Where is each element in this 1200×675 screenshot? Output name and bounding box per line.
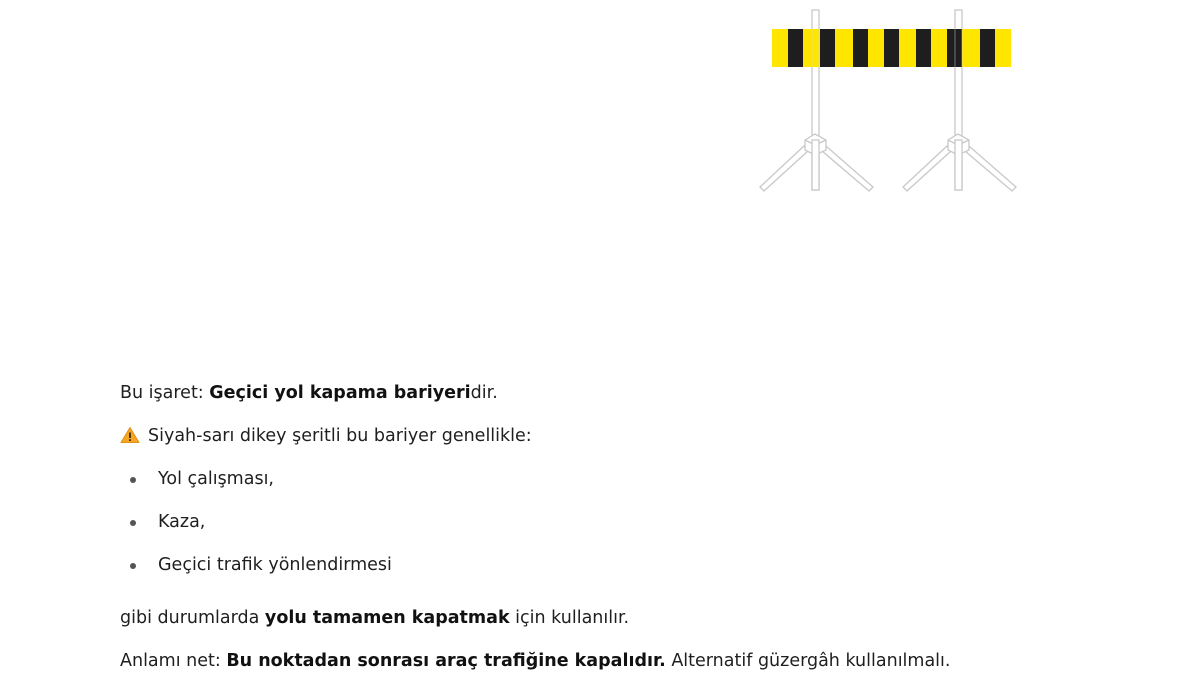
sign-name: Geçici yol kapama bariyeri [209,383,471,403]
line3-suffix: için kullanılır. [509,608,630,628]
list-item-text: Yol çalışması, [158,469,274,489]
road-barrier-illustration [740,0,1040,200]
line1-suffix: dir. [470,383,498,403]
bullet-icon [130,563,136,569]
bullet-icon [130,520,136,526]
usage-purpose-line [120,605,629,631]
line4-prefix: Anlamı net: [120,651,227,671]
line1-prefix: Bu işaret: [120,383,210,403]
line4-suffix: Alternatif güzergâh kullanılmalı. [665,651,951,671]
bullet-icon [130,477,136,483]
usage-intro-text: Siyah-sarı dikey şeritli bu bariyer genellikle: [148,426,532,446]
list-item-text: Geçici trafik yönlendirmesi [158,555,392,575]
purpose-emphasis: yolu tamamen kapatmak [264,608,510,628]
meaning-line [120,648,950,674]
sign-identification-line [120,380,498,406]
meaning-emphasis: Bu noktadan sonrası araç trafiğine kapalıdır. [226,651,666,671]
line3-prefix: gibi durumlarda [120,608,265,628]
warning-icon [120,426,140,444]
usage-intro-line [120,423,532,449]
list-item-text: Kaza, [158,512,206,532]
